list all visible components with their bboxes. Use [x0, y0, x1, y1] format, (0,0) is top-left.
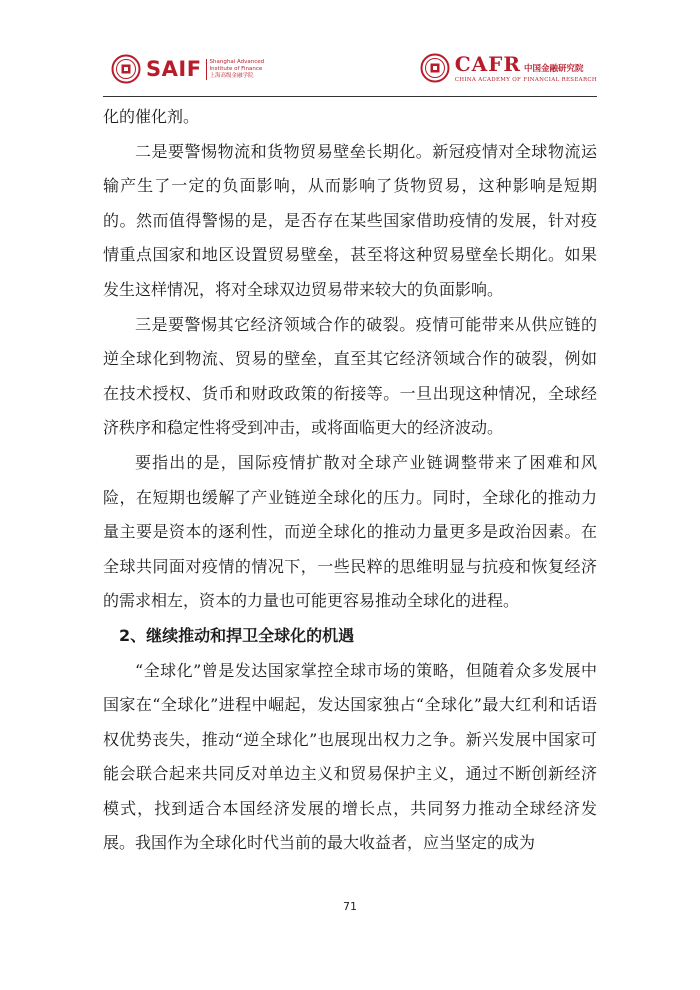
saif-logo	[111, 54, 264, 84]
saif-subtitle	[206, 59, 265, 80]
paragraph: “全球化”曾是发达国家掌控全球市场的策略，但随着众多发展中国家在“全球化”进程中崛起，发达国家独占“全球化”最大红利和话语权优势丧失，推动“逆全球化”也展现出权力之争。新兴发展中国家可能会联合起来共同反对单边主义和贸易保护主义，通过不断创新经济模式，找到适合本国经济发展的增长点，共同努力推动全球经济发展。我国作为全球化时代当前的最大收益者，应当坚定的成为	[103, 660, 597, 853]
paragraph: 要指出的是，国际疫情扩散对全球产业链调整带来了困难和风险，在短期也缓解了产业链逆全球化的压力。同时，全球化的推动力量主要是资本的逐利性，而逆全球化的推动力量更多是政治因素。在全球共同面对疫情的情况下，一些民粹的思维明显与抗疫和恢复经济的需求相左，资本的力量也可能更容易推动全球化的进程。	[103, 452, 597, 611]
page-number: 71	[343, 900, 357, 913]
paragraph: 三是要警惕其它经济领域合作的破裂。疫情可能带来从供应链的逆全球化到物流、贸易的壁垒，直至其它经济领域合作的破裂，例如在技术授权、货币和财政政策的衔接等。一旦出现这种情况，全球经济秩序和稳定性将受到冲击，或将面临更大的经济波动。	[103, 314, 597, 438]
seal-icon	[420, 53, 450, 83]
page-header	[103, 50, 597, 95]
cafr-wordmark: CAFR	[454, 52, 521, 76]
paragraph-continued: 化的催化剂。	[103, 107, 200, 126]
header-divider	[103, 96, 597, 97]
seal-icon	[111, 54, 141, 84]
saif-sub-en-2: Institute of Finance	[209, 65, 263, 72]
cafr-name-en: CHINA ACADEMY OF FINANCIAL RESEARCH	[454, 77, 597, 83]
cafr-name-cn: 中国金融研究院	[523, 64, 584, 74]
document-body	[103, 100, 597, 861]
cafr-logo	[420, 52, 597, 83]
saif-sub-cn: 上海高级金融学院	[209, 72, 254, 79]
cafr-text	[455, 52, 597, 83]
section-heading: 2、继续推动和捍卫全球化的机遇	[119, 625, 355, 645]
paragraph: 二是要警惕物流和货物贸易壁垒长期化。新冠疫情对全球物流运输产生了一定的负面影响，从而影响了货物贸易，这种影响是短期的。然而值得警惕的是，是否存在某些国家借助疫情的发展，针对疫情重点国家和地区设置贸易壁垒，甚至将这种贸易壁垒长期化。如果发生这样情况，将对全球双边贸易带来较大的负面影响。	[103, 141, 597, 299]
saif-sub-en-1: Shanghai Advanced	[209, 58, 265, 65]
saif-wordmark: SAIF	[146, 57, 202, 81]
